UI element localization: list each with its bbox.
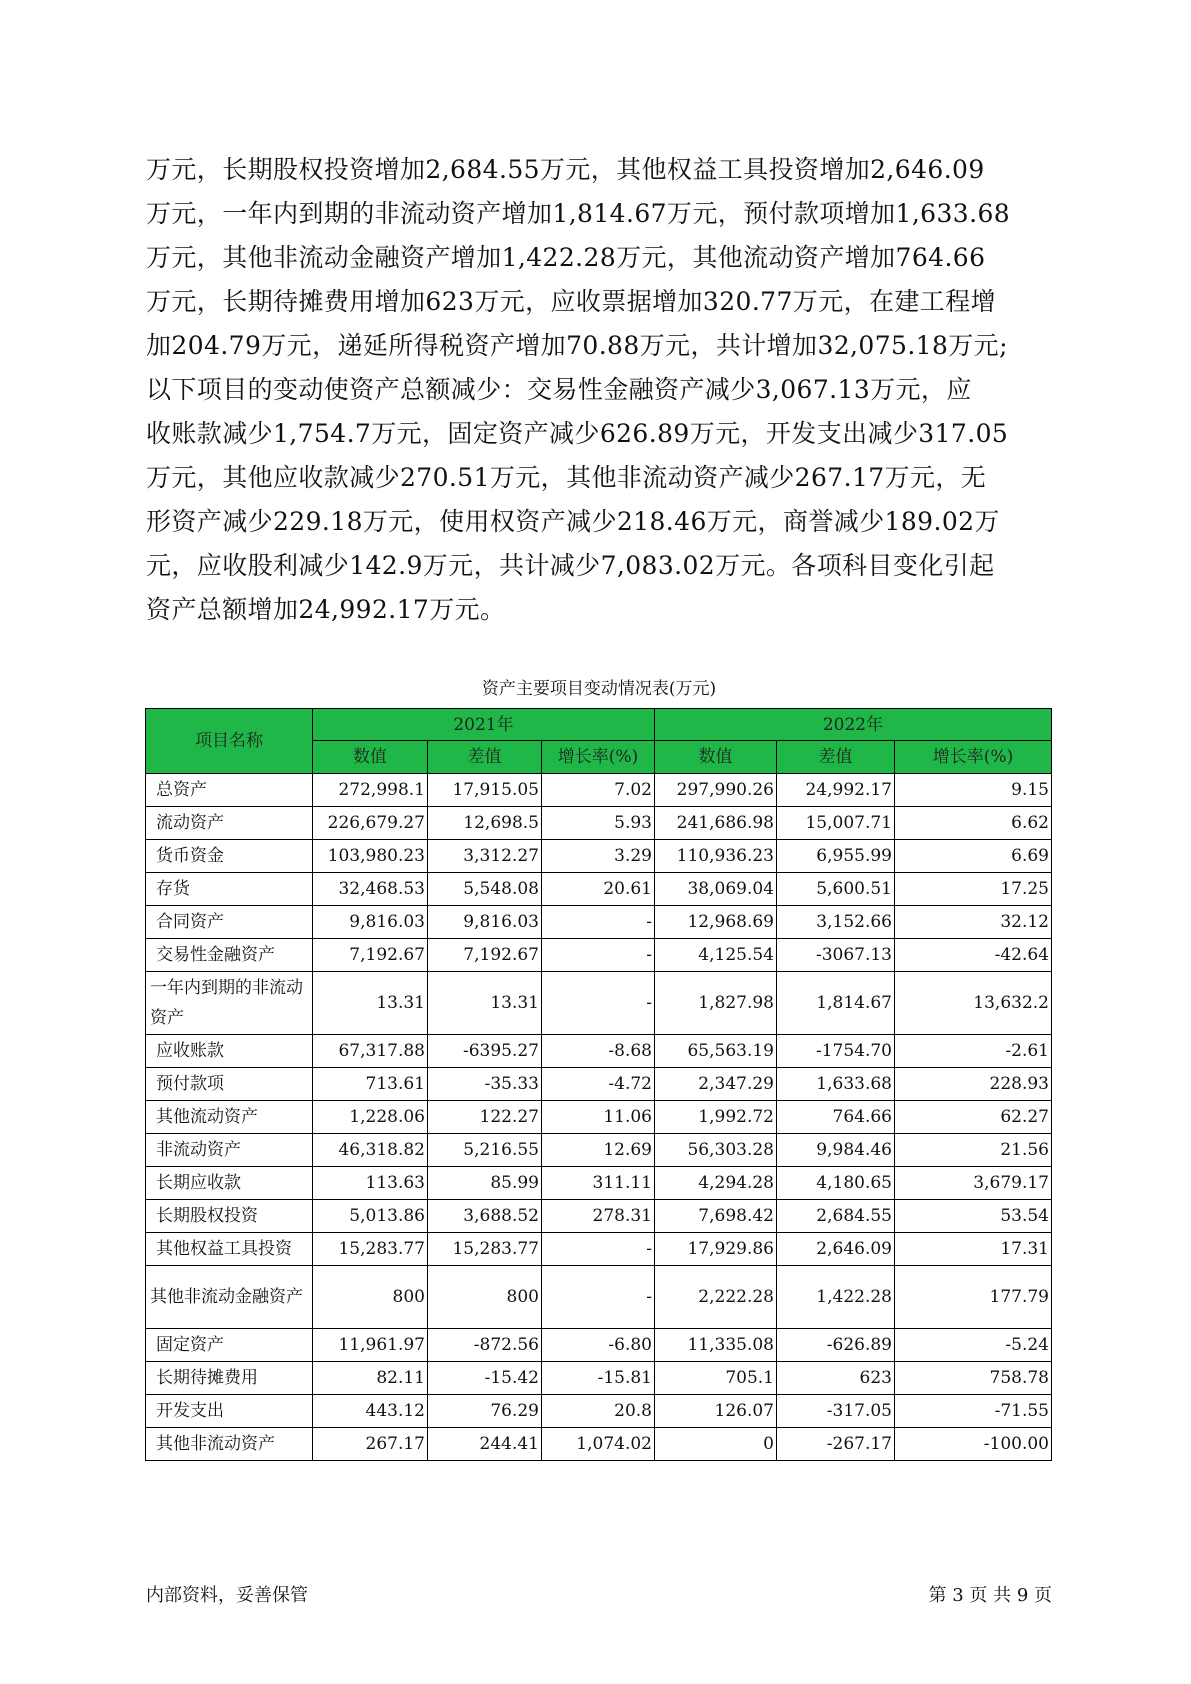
table-cell: 7,192.67 bbox=[313, 939, 428, 972]
row-label: 存货 bbox=[146, 873, 313, 906]
table-cell: 4,125.54 bbox=[655, 939, 777, 972]
table-cell: 1,422.28 bbox=[777, 1266, 895, 1329]
row-label: 应收账款 bbox=[146, 1035, 313, 1068]
table-cell: 13,632.2 bbox=[895, 972, 1052, 1035]
table-body bbox=[146, 774, 1052, 1461]
table-cell: 244.41 bbox=[428, 1428, 542, 1461]
table-row bbox=[146, 774, 1052, 807]
header-diff-2022: 差值 bbox=[777, 741, 895, 774]
table-cell: 6,955.99 bbox=[777, 840, 895, 873]
table-cell: 17.31 bbox=[895, 1233, 1052, 1266]
table-cell: -42.64 bbox=[895, 939, 1052, 972]
table-row bbox=[146, 1035, 1052, 1068]
row-label: 其他流动资产 bbox=[146, 1101, 313, 1134]
table-cell: -3067.13 bbox=[777, 939, 895, 972]
table-row bbox=[146, 840, 1052, 873]
table-cell: 623 bbox=[777, 1362, 895, 1395]
table-cell: -626.89 bbox=[777, 1329, 895, 1362]
body-paragraph bbox=[146, 148, 1054, 632]
table-cell: 443.12 bbox=[313, 1395, 428, 1428]
table-cell: 110,936.23 bbox=[655, 840, 777, 873]
table-cell: 9.15 bbox=[895, 774, 1052, 807]
row-label: 其他权益工具投资 bbox=[146, 1233, 313, 1266]
table-cell: 38,069.04 bbox=[655, 873, 777, 906]
table-row bbox=[146, 1134, 1052, 1167]
table-cell: 800 bbox=[428, 1266, 542, 1329]
table-cell: 3,688.52 bbox=[428, 1200, 542, 1233]
table-cell: 82.11 bbox=[313, 1362, 428, 1395]
table-cell: -15.81 bbox=[542, 1362, 655, 1395]
table-row bbox=[146, 873, 1052, 906]
paragraph-line: 加204.79万元，递延所得税资产增加70.88万元，共计增加32,075.18万元; bbox=[146, 331, 1008, 360]
table-cell: 2,347.29 bbox=[655, 1068, 777, 1101]
table-cell: 24,992.17 bbox=[777, 774, 895, 807]
table-cell: 13.31 bbox=[428, 972, 542, 1035]
table-cell: - bbox=[542, 972, 655, 1035]
table-cell: 15,283.77 bbox=[313, 1233, 428, 1266]
header-growth-2021: 增长率(%) bbox=[542, 741, 655, 774]
table-row bbox=[146, 1428, 1052, 1461]
table-cell: 9,984.46 bbox=[777, 1134, 895, 1167]
paragraph-line: 收账款减少1,754.7万元，固定资产减少626.89万元，开发支出减少317.05 bbox=[146, 419, 1009, 448]
table-cell: 1,074.02 bbox=[542, 1428, 655, 1461]
table-cell: 76.29 bbox=[428, 1395, 542, 1428]
table-cell: 278.31 bbox=[542, 1200, 655, 1233]
table-cell: 46,318.82 bbox=[313, 1134, 428, 1167]
table-cell: -8.68 bbox=[542, 1035, 655, 1068]
table-cell: 6.62 bbox=[895, 807, 1052, 840]
table-cell: 1,992.72 bbox=[655, 1101, 777, 1134]
table-row bbox=[146, 1068, 1052, 1101]
table-cell: 11.06 bbox=[542, 1101, 655, 1134]
table-cell: 713.61 bbox=[313, 1068, 428, 1101]
header-year-2021: 2021年 bbox=[313, 709, 655, 741]
table-row bbox=[146, 1233, 1052, 1266]
asset-change-table bbox=[145, 708, 1052, 1461]
table-cell: 764.66 bbox=[777, 1101, 895, 1134]
table-cell: 2,684.55 bbox=[777, 1200, 895, 1233]
row-label: 长期应收款 bbox=[146, 1167, 313, 1200]
table-cell: 122.27 bbox=[428, 1101, 542, 1134]
table-cell: 85.99 bbox=[428, 1167, 542, 1200]
table-cell: - bbox=[542, 939, 655, 972]
table-cell: 5.93 bbox=[542, 807, 655, 840]
row-label: 其他非流动金融资产 bbox=[146, 1266, 313, 1329]
table-cell: 800 bbox=[313, 1266, 428, 1329]
row-label: 其他非流动资产 bbox=[146, 1428, 313, 1461]
row-label: 总资产 bbox=[146, 774, 313, 807]
header-growth-2022: 增长率(%) bbox=[895, 741, 1052, 774]
row-label: 流动资产 bbox=[146, 807, 313, 840]
table-cell: 7,698.42 bbox=[655, 1200, 777, 1233]
table-cell: 3.29 bbox=[542, 840, 655, 873]
table-cell: -71.55 bbox=[895, 1395, 1052, 1428]
table-cell: 20.8 bbox=[542, 1395, 655, 1428]
table-row bbox=[146, 1266, 1052, 1329]
row-label: 长期股权投资 bbox=[146, 1200, 313, 1233]
table-cell: 3,679.17 bbox=[895, 1167, 1052, 1200]
footer-confidential-note: 内部资料，妥善保管 bbox=[146, 1585, 308, 1606]
header-value-2022: 数值 bbox=[655, 741, 777, 774]
table-cell: 13.31 bbox=[313, 972, 428, 1035]
table-cell: -6.80 bbox=[542, 1329, 655, 1362]
table-cell: 11,335.08 bbox=[655, 1329, 777, 1362]
table-cell: 62.27 bbox=[895, 1101, 1052, 1134]
table-row bbox=[146, 1395, 1052, 1428]
row-label: 长期待摊费用 bbox=[146, 1362, 313, 1395]
table-cell: 5,216.55 bbox=[428, 1134, 542, 1167]
table-cell: 4,294.28 bbox=[655, 1167, 777, 1200]
paragraph-line: 万元，长期股权投资增加2,684.55万元，其他权益工具投资增加2,646.09 bbox=[146, 155, 985, 184]
table-row bbox=[146, 1329, 1052, 1362]
table-row bbox=[146, 1200, 1052, 1233]
table-row bbox=[146, 906, 1052, 939]
table-cell: 226,679.27 bbox=[313, 807, 428, 840]
table-cell: 20.61 bbox=[542, 873, 655, 906]
table-cell: 5,548.08 bbox=[428, 873, 542, 906]
table-cell: 311.11 bbox=[542, 1167, 655, 1200]
row-label: 合同资产 bbox=[146, 906, 313, 939]
table-cell: 5,600.51 bbox=[777, 873, 895, 906]
table-cell: -4.72 bbox=[542, 1068, 655, 1101]
table-cell: 267.17 bbox=[313, 1428, 428, 1461]
table-cell: - bbox=[542, 1266, 655, 1329]
table-cell: -1754.70 bbox=[777, 1035, 895, 1068]
row-label: 开发支出 bbox=[146, 1395, 313, 1428]
table-cell: 758.78 bbox=[895, 1362, 1052, 1395]
table-row bbox=[146, 972, 1052, 1035]
table-cell: 1,827.98 bbox=[655, 972, 777, 1035]
header-value-2021: 数值 bbox=[313, 741, 428, 774]
table-cell: 9,816.03 bbox=[428, 906, 542, 939]
row-label: 一年内到期的非流动资产 bbox=[146, 972, 313, 1035]
paragraph-line: 万元，长期待摊费用增加623万元，应收票据增加320.77万元，在建工程增 bbox=[146, 287, 996, 316]
row-label: 交易性金融资产 bbox=[146, 939, 313, 972]
table-row bbox=[146, 1362, 1052, 1395]
table-cell: 53.54 bbox=[895, 1200, 1052, 1233]
footer-page-number: 第 3 页 共 9 页 bbox=[928, 1585, 1052, 1606]
table-cell: 15,283.77 bbox=[428, 1233, 542, 1266]
table-cell: -2.61 bbox=[895, 1035, 1052, 1068]
table-row bbox=[146, 1167, 1052, 1200]
table-cell: 272,998.1 bbox=[313, 774, 428, 807]
table-row bbox=[146, 939, 1052, 972]
table-cell: -100.00 bbox=[895, 1428, 1052, 1461]
paragraph-line: 万元，一年内到期的非流动资产增加1,814.67万元，预付款项增加1,633.68 bbox=[146, 199, 1011, 228]
header-year-2022: 2022年 bbox=[655, 709, 1052, 741]
paragraph-line: 形资产减少229.18万元，使用权资产减少218.46万元，商誉减少189.02万 bbox=[146, 507, 1000, 536]
table-cell: 2,222.28 bbox=[655, 1266, 777, 1329]
table-cell: 177.79 bbox=[895, 1266, 1052, 1329]
table-cell: -5.24 bbox=[895, 1329, 1052, 1362]
table-cell: 1,228.06 bbox=[313, 1101, 428, 1134]
table-cell: -872.56 bbox=[428, 1329, 542, 1362]
paragraph-line: 万元，其他应收款减少270.51万元，其他非流动资产减少267.17万元，无 bbox=[146, 463, 987, 492]
table-cell: 11,961.97 bbox=[313, 1329, 428, 1362]
table-cell: 7,192.67 bbox=[428, 939, 542, 972]
row-label: 货币资金 bbox=[146, 840, 313, 873]
table-cell: 113.63 bbox=[313, 1167, 428, 1200]
table-cell: 12.69 bbox=[542, 1134, 655, 1167]
table-cell: -35.33 bbox=[428, 1068, 542, 1101]
table-cell: 12,698.5 bbox=[428, 807, 542, 840]
table-cell: 705.1 bbox=[655, 1362, 777, 1395]
table-cell: 9,816.03 bbox=[313, 906, 428, 939]
table-cell: 6.69 bbox=[895, 840, 1052, 873]
table-cell: 3,312.27 bbox=[428, 840, 542, 873]
table-cell: -267.17 bbox=[777, 1428, 895, 1461]
table-cell: 67,317.88 bbox=[313, 1035, 428, 1068]
table-cell: 21.56 bbox=[895, 1134, 1052, 1167]
table-cell: 12,968.69 bbox=[655, 906, 777, 939]
table-cell: 228.93 bbox=[895, 1068, 1052, 1101]
table-cell: -317.05 bbox=[777, 1395, 895, 1428]
table-cell: 5,013.86 bbox=[313, 1200, 428, 1233]
table-row bbox=[146, 1101, 1052, 1134]
table-caption: 资产主要项目变动情况表(万元) bbox=[481, 679, 717, 699]
paragraph-line: 以下项目的变动使资产总额减少：交易性金融资产减少3,067.13万元，应 bbox=[146, 375, 972, 404]
paragraph-line: 元，应收股利减少142.9万元，共计减少7,083.02万元。各项科目变化引起 bbox=[146, 551, 995, 580]
table-cell: 17,929.86 bbox=[655, 1233, 777, 1266]
table-cell: -6395.27 bbox=[428, 1035, 542, 1068]
table-cell: - bbox=[542, 906, 655, 939]
table-cell: 297,990.26 bbox=[655, 774, 777, 807]
table-cell: 7.02 bbox=[542, 774, 655, 807]
table-cell: 2,646.09 bbox=[777, 1233, 895, 1266]
table-row bbox=[146, 807, 1052, 840]
table-cell: 32,468.53 bbox=[313, 873, 428, 906]
table-cell: 3,152.66 bbox=[777, 906, 895, 939]
paragraph-line: 资产总额增加24,992.17万元。 bbox=[146, 595, 506, 624]
table-cell: 56,303.28 bbox=[655, 1134, 777, 1167]
row-label: 固定资产 bbox=[146, 1329, 313, 1362]
header-diff-2021: 差值 bbox=[428, 741, 542, 774]
table-cell: 0 bbox=[655, 1428, 777, 1461]
table-cell: 17,915.05 bbox=[428, 774, 542, 807]
table-cell: 103,980.23 bbox=[313, 840, 428, 873]
paragraph-line: 万元，其他非流动金融资产增加1,422.28万元，其他流动资产增加764.66 bbox=[146, 243, 986, 272]
table-cell: - bbox=[542, 1233, 655, 1266]
table-cell: 241,686.98 bbox=[655, 807, 777, 840]
table-cell: 32.12 bbox=[895, 906, 1052, 939]
row-label: 预付款项 bbox=[146, 1068, 313, 1101]
table-cell: 15,007.71 bbox=[777, 807, 895, 840]
table-cell: 17.25 bbox=[895, 873, 1052, 906]
table-cell: 126.07 bbox=[655, 1395, 777, 1428]
row-label: 非流动资产 bbox=[146, 1134, 313, 1167]
table-cell: 1,814.67 bbox=[777, 972, 895, 1035]
table-cell: 4,180.65 bbox=[777, 1167, 895, 1200]
table-cell: 1,633.68 bbox=[777, 1068, 895, 1101]
table-cell: -15.42 bbox=[428, 1362, 542, 1395]
header-item-name: 项目名称 bbox=[146, 709, 313, 774]
table-cell: 65,563.19 bbox=[655, 1035, 777, 1068]
